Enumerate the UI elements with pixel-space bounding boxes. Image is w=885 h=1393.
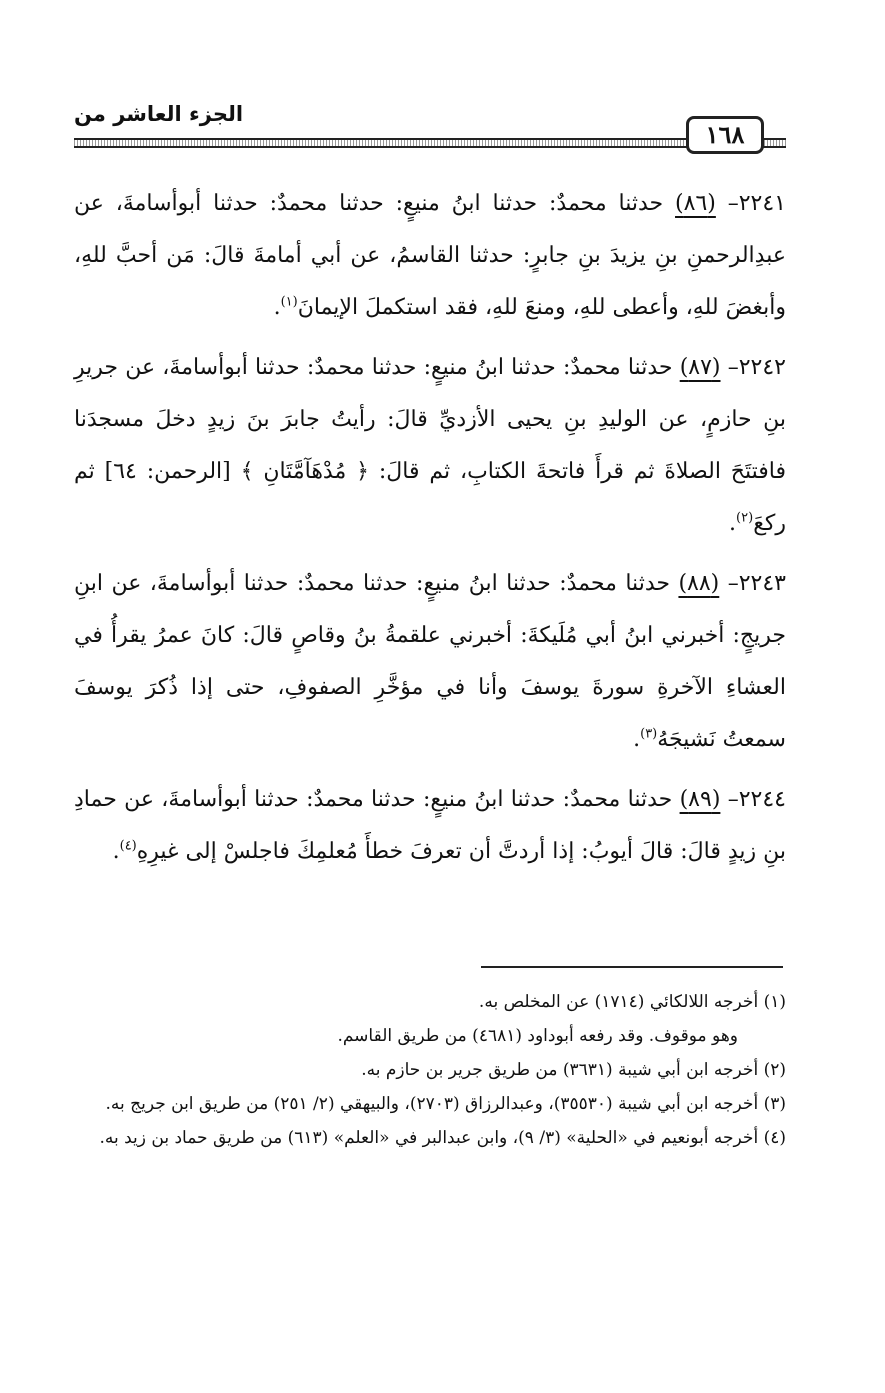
hadith-end: . [112,839,120,864]
footnote-text: أخرجه ابن أبي شيبة (٣٦٣١) من طريق جرير بن حازم به. [361,1060,759,1080]
footnote-marker: (٤) [763,1128,786,1148]
footnote-text: أخرجه أبونعيم في «الحلية» (٣/ ٩)، وابن عبدالبر في «العلم» (٦١٣) من طريق حماد بن زيد به. [99,1128,759,1148]
main-text [74,178,786,886]
hadith-2242: ٢٢٤٢– (٨٧) حدثنا محمدٌ: حدثنا ابنُ منيعٍ: حدثنا محمدٌ: حدثنا أبوأسامةَ، عن جريرِ بنِ حازمٍ، عن الوليدِ بنِ يحيى الأزديِّ قالَ: رأيتُ جابرَ بنَ زيدٍ دخلَ مسجدَنا فافتتَحَ الصلاةَ ثم قرأَ فاتحةَ الكتابِ، ثم قالَ: ﴿ مُدْهَآمَّتَانِ ﴾ [الرحمن: ٦٤] ثم ركعَ$^{(٢)}$. [74,355,787,536]
header-rule [74,138,786,148]
running-title: الجزء العاشر من [74,102,244,126]
footnote-marker: (٢) [736,510,754,526]
page-number: ١٦٨ [686,116,764,154]
footnote-text: أخرجه ابن أبي شيبة (٣٥٥٣٠)، وعبدالرزاق (٢٧٠٣)، والبيهقي (٢/ ٢٥١) من طريق ابن جريج به. [105,1094,759,1114]
footnote-marker: (١) [763,992,786,1012]
hadith-number: ٢٢٤٤ [738,787,786,812]
footnote-marker: (٢) [763,1060,786,1080]
hadith-text: حدثنا محمدٌ: حدثنا ابنُ منيعٍ: حدثنا محمدٌ: حدثنا أبوأسامةَ، عن ابنِ جريجٍ: أخبرني ابنُ أبي مُلَيكةَ: أخبرني علقمةُ بنُ وقاصٍ قالَ: كانَ عمرُ يقرأُ في العشاءِ الآخرةِ سورةَ يوسفَ وأنا في مؤخَّرِ الصفوفِ، حتى إذا ذُكرَ يوسفَ سمعتُ نَشيجَهُ [74,571,786,752]
footnote-marker: (٣) [763,1094,786,1114]
footnote-separator [481,966,783,968]
hadith-number: ٢٢٤٢ [738,355,786,380]
hadith-ref: (٨٩) [679,787,721,812]
hadith-ref: (٨٦) [675,191,716,216]
footnote-text: أخرجه اللالكائي (١٧١٤) عن المخلص به. [478,992,759,1012]
hadith-ref: (٨٨) [678,571,720,596]
footnote-4 [74,1121,786,1155]
hadith-end: . [633,727,641,752]
footnote-2 [74,1053,786,1087]
hadith-text: حدثنا محمدٌ: حدثنا ابنُ منيعٍ: حدثنا محمدٌ: حدثنا أبوأسامةَ، عن حمادِ بنِ زيدٍ قالَ: قالَ أيوبُ: إذا أردتَّ أن تعرفَ خطأَ مُعلمِكَ فاجلسْ إلى غيرِهِ [74,787,786,864]
hadith-text: حدثنا محمدٌ: حدثنا ابنُ منيعٍ: حدثنا محمدٌ: حدثنا أبوأسامةَ، عن عبدِالرحمنِ بنِ يزيدَ بنِ جابرٍ: حدثنا القاسمُ، عن أبي أمامةَ قالَ: مَن أحبَّ للهِ، وأبغضَ للهِ، وأعطى للهِ، ومنعَ للهِ، فقد استكملَ الإيمانَ [74,191,786,320]
page-header [74,100,786,160]
hadith-end: . [729,511,737,536]
hadith-number: ٢٢٤٣ [738,571,786,596]
footnote-1-continuation [74,1019,786,1053]
footnote-marker: (٣) [640,726,658,742]
hadith-2244: ٢٢٤٤– (٨٩) حدثنا محمدٌ: حدثنا ابنُ منيعٍ: حدثنا محمدٌ: حدثنا أبوأسامةَ، عن حمادِ بنِ زيدٍ قالَ: قالَ أيوبُ: إذا أردتَّ أن تعرفَ خطأَ مُعلمِكَ فاجلسْ إلى غيرِهِ$^{(٤)}$. [74,787,786,864]
footnote-1 [74,985,786,1019]
hadith-text: حدثنا محمدٌ: حدثنا ابنُ منيعٍ: حدثنا محمدٌ: حدثنا أبوأسامةَ، عن جريرِ بنِ حازمٍ، عن الوليدِ بنِ يحيى الأزديِّ قالَ: رأيتُ جابرَ بنَ زيدٍ دخلَ مسجدَنا فافتتَحَ الصلاةَ ثم قرأَ فاتحةَ الكتابِ، ثم قالَ: ﴿ مُدْهَآمَّتَانِ ﴾ [الرحمن: ٦٤] ثم ركعَ [74,355,787,536]
footnote-marker: (٤) [119,838,137,854]
footnote-3 [74,1087,786,1121]
footnote-marker: (١) [280,294,298,310]
hadith-end: . [273,295,281,320]
hadith-2243: ٢٢٤٣– (٨٨) حدثنا محمدٌ: حدثنا ابنُ منيعٍ: حدثنا محمدٌ: حدثنا أبوأسامةَ، عن ابنِ جريجٍ: أخبرني ابنُ أبي مُلَيكةَ: أخبرني علقمةُ بنُ وقاصٍ قالَ: كانَ عمرُ يقرأُ في العشاءِ الآخرةِ سورةَ يوسفَ وأنا في مؤخَّرِ الصفوفِ، حتى إذا ذُكرَ يوسفَ سمعتُ نَشيجَهُ$^{(٣)}$. [74,571,786,752]
hadith-number: ٢٢٤١ [738,191,786,216]
footnote-text: وهو موقوف. وقد رفعه أبوداود (٤٦٨١) من طريق القاسم. [337,1026,738,1046]
hadith-ref: (٨٧) [679,355,721,380]
hadith-2241: ٢٢٤١– (٨٦) حدثنا محمدٌ: حدثنا ابنُ منيعٍ: حدثنا محمدٌ: حدثنا أبوأسامةَ، عن عبدِالرحمنِ بنِ يزيدَ بنِ جابرٍ: حدثنا القاسمُ، عن أبي أمامةَ قالَ: مَن أحبَّ للهِ، وأبغضَ للهِ، وأعطى للهِ، ومنعَ للهِ، فقد استكملَ الإيمانَ$^{(١)}$. [74,191,786,320]
footnotes [74,985,786,1155]
